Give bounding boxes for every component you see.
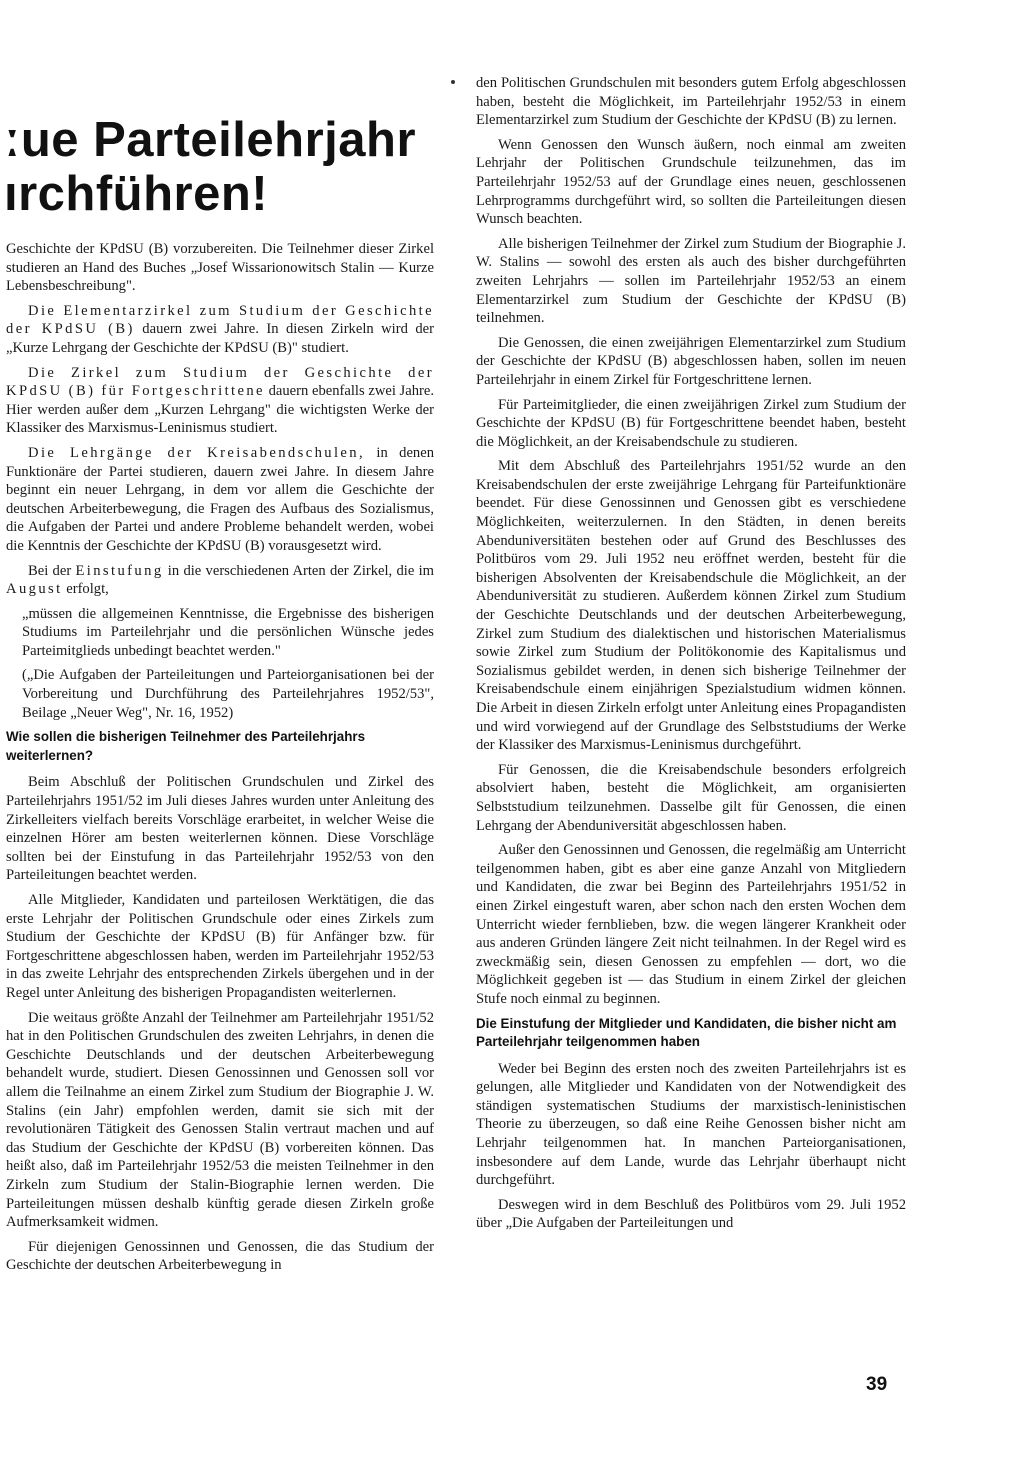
paragraph: den Politischen Grundschulen mit besonders gutem Erfolg abgeschlossen haben, besteht die Möglichkeit, im Parteilehrjahr 1952/53 in einem Elementarzirkel zum Studium der Geschichte der KPdSU (B) zu lernen. xyxy=(476,75,906,129)
paragraph-text: dauern ebenfalls zwei Jahre. Hier werden außer dem „Kurzen Lehrgang" die wichtigsten Werke der Klassiker des Marxismus-Leninismus studiert. xyxy=(6,383,434,437)
paragraph: Deswegen wird in dem Beschluß des Politbüros vom 29. Juli 1952 über „Die Aufgaben der Parteileitungen und xyxy=(476,1196,906,1232)
paragraph: Weder bei Beginn des ersten noch des zweiten Parteilehrjahrs ist es gelungen, alle Mitglieder und Kandidaten von der Notwendigkeit des ständigen systematischen Studiums der marxistisch-leninistischen Theorie zu überzeugen, so daß eine Reihe Genossen bisher nicht am Lehrjahr teilgenommen hat. In manchen Parteiorganisationen, insbesondere auf dem Lande, wurde das Lehrjahr überhaupt nicht durchgeführt. xyxy=(476,1060,906,1189)
paragraph xyxy=(6,302,434,358)
paragraph: Beim Abschluß der Politischen Grundschulen und Zirkel des Parteilehrjahrs 1951/52 im Juli dieses Jahres wurden unter Anleitung des Zirkelleiters vielfach bereits Vorschläge erarbeitet, in welcher Weise die einzelnen Hörer am besten weiterlernen können. Diese Vorschläge sollten bei der Einstufung in das Parteilehrjahr 1952/53 von den Parteileitungen beachtet werden. xyxy=(6,774,434,884)
paragraph: Für diejenigen Genossinnen und Genossen, die das Studium der Geschichte der deutschen Arbeiterbewegung in xyxy=(6,1238,434,1274)
headline-line-2: ırchführen! xyxy=(4,167,269,221)
paragraph-text: Bei der xyxy=(28,562,76,579)
paragraph: Wenn Genossen den Wunsch äußern, noch einmal am zweiten Lehrjahr der Politischen Grundschule teilzunehmen, das im Parteilehrjahr 1952/53 auf der Grundlage eines neuen, geschlossenen Lehrprogramms durchgeführt wird, so sollten die Parteileitungen diesen Wunsch beachten. xyxy=(476,136,906,228)
spaced-text: Einstufung xyxy=(75,562,164,579)
paragraph: Geschichte der KPdSU (B) vorzubereiten. Die Teilnehmer dieser Zirkel studieren an Hand des Buches „Josef Wissarionowitsch Stalin — Kurze Lebensbeschreibung". xyxy=(6,241,434,295)
spaced-text: Die Elementarzirkel zum Studium der Geschichte der KPdSU (B) xyxy=(6,302,434,338)
paragraph: Für Genossen, die die Kreisabendschule besonders erfolgreich absolviert haben, besteht die Möglichkeit, am organisierten Selbststudium teilzunehmen. Dasselbe gilt für Genossen, die einen Lehrgang der Abenduniversität abgeschlossen haben. xyxy=(476,761,906,834)
paragraph-text: in die verschiedenen Arten der Zirkel, die im xyxy=(163,562,434,579)
spaced-text: August xyxy=(6,581,63,598)
paragraph xyxy=(6,444,434,556)
headline-line-1: ːue Parteilehrjahr xyxy=(4,113,417,167)
section-heading: Wie sollen die bisherigen Teilnehmer des Parteilehrjahrs weiterlernen? xyxy=(6,729,366,763)
quotation: „müssen die allgemeinen Kenntnisse, die Ergebnisse des bisherigen Studiums im Parteilehrjahr und die persönlichen Wünsche jedes Parteimitglieds unbedingt beachtet werden." xyxy=(22,605,434,659)
page-number: 39 xyxy=(866,1374,888,1395)
spaced-text: Die Zirkel zum Studium der Geschichte der KPdSU (B) für Fortgeschrittene xyxy=(6,364,434,400)
paragraph: Für Parteimitglieder, die einen zweijährigen Zirkel zum Studium der Geschichte der KPdSU (B) für Fortgeschrittene beendet haben, besteht die Möglichkeit, an der Kreisabendschule zu studieren. xyxy=(476,396,906,450)
left-column xyxy=(6,240,434,1281)
quotation-source: („Die Aufgaben der Parteileitungen und Parteiorganisationen bei der Vorbereitung und Durchführung des Parteilehrjahres 1952/53", Beilage „Neuer Weg", Nr. 16, 1952) xyxy=(22,667,434,721)
paragraph xyxy=(6,364,434,438)
paragraph-text: erfolgt, xyxy=(62,581,109,598)
paragraph: Die Genossen, die einen zweijährigen Elementarzirkel zum Studium der Geschichte der KPdSU (B) abgeschlossen haben, sollen im neuen Parteilehrjahr in einem Zirkel für Fortgeschrittene lernen. xyxy=(476,334,906,388)
paragraph: Mit dem Abschluß des Parteilehrjahrs 1951/52 wurde an den Kreisabendschulen der erste zweijährige Lehrgang für Parteifunktionäre beendet. Für diese Genossinnen und Genossen gibt es verschiedene Möglichkeiten, weiterzulernen. In den Städten, in denen bereits Abenduniversitäten bestehen oder auf Grund des Beschlusses des Politbüros vom 29. Juli 1952 neu eröffnet werden, besteht für die bisherigen Absolventen der Kreisabendschule die Möglichkeit, an der Abenduniversität zu studieren. Außerdem können Zirkel zum Studium der Geschichte Deutschlands und der deutschen Arbeiterbewegung, Zirkel zum Studium des dialektischen und historischen Materialismus sowie Zirkel zum Studium der Politökonomie des Kapitalismus und Sozialismus gebildet werden, in denen sich bisherige Teilnehmer der Kreisabendschule einem einjährigen Spezialstudium widmen können. Die Arbeit in diesen Zirkeln erfolgt unter Anleitung eines Propagandisten und wird vorwiegend auf der Grundlage des Selbststudiums der Werke der Klassiker des Marxismus-Leninismus durchgeführt. xyxy=(476,458,906,754)
print-speck xyxy=(451,80,455,84)
paragraph: Alle bisherigen Teilnehmer der Zirkel zum Studium der Biographie J. W. Stalins — sowohl des ersten als auch des bisher durchgeführten zweiten Lehrjahrs — sollen im Parteilehrjahr 1952/53 an einem Elementarzirkel zum Studium der Geschichte der KPdSU (B) teilnehmen. xyxy=(476,235,906,327)
right-column xyxy=(476,74,906,1239)
paragraph: Außer den Genossinnen und Genossen, die regelmäßig am Unterricht teilgenommen haben, gibt es aber eine ganze Anzahl von Mitgliedern und Kandidaten, die zwar bei Beginn des Parteilehrjahrs 1951/52 in einen Zirkel eingestuft waren, aber schon nach den ersten Wochen dem Unterricht wieder fernblieben, bzw. die wegen längerer Krankheit oder aus anderen Gründen längere Zeit nicht teilnahmen. In der Regel wird es zweckmäßig sein, diesen Genossen zu empfehlen — dort, wo die Möglichkeit gegeben ist — das Studium in einem Zirkel der gleichen Stufe noch einmal zu beginnen. xyxy=(476,842,906,1007)
paragraph: Alle Mitglieder, Kandidaten und parteilosen Werktätigen, die das erste Lehrjahr der Politischen Grundschule oder eines Zirkels zum Studium der Geschichte der KPdSU (B) für Anfänger bzw. für Fortgeschrittene abgeschlossen haben, werden im Parteilehrjahr 1952/53 in das zweite Lehrjahr des entsprechenden Zirkels übergehen und in der Regel unter Anleitung des bisherigen Propagandisten weiterlernen. xyxy=(6,892,434,1001)
paragraph-text: in denen Funktionäre der Partei studieren, dauern zwei Jahre. In diesem Jahre beginnt ein neuer Lehrgang, in dem vor allem die Geschichte der deutschen Arbeiterbewegung, die Fragen des Aufbaus des Sozialismus, die Aufgaben der Partei und andere Probleme behandelt werden, wobei die Kenntnis der Geschichte der KPdSU (B) vorausgesetzt wird. xyxy=(6,444,434,554)
paragraph: Die weitaus größte Anzahl der Teilnehmer am Parteilehrjahr 1951/52 hat in den Politischen Grundschulen des zweiten Lehrjahrs, in denen die Geschichte Deutschlands und der deutschen Arbeiterbewegung behandelt wurde, studiert. Diesen Genossinnen und Genossen soll vor allem die Teilnahme an einem Zirkel zum Studium der Biographie J. W. Stalins (ein Jahr) empfohlen werden, damit sie sich mit der revolutionären Tätigkeit des Genossen Stalin vertraut machen und auf das Studium der Geschichte der KPdSU (B) vorbereiten können. Das heißt also, daß im Parteilehrjahr 1952/53 die meisten Teilnehmer in den Zirkeln zum Studium der Stalin-Biographie lernen werden. Die Parteileitungen müssen deshalb künftig gerade diesen Zirkeln große Aufmerksamkeit widmen. xyxy=(6,1009,434,1231)
paragraph-text: dauern zwei Jahre. In diesen Zirkeln wird der „Kurze Lehrgang der Geschichte der KPdSU (B)" studiert. xyxy=(6,321,434,356)
spaced-text: Die Lehrgänge der Kreisabendschulen, xyxy=(28,444,366,461)
paragraph xyxy=(6,562,434,599)
section-heading: Die Einstufung der Mitglieder und Kandidaten, die bisher nicht am Parteilehrjahr teilgenommen haben xyxy=(476,1015,897,1050)
